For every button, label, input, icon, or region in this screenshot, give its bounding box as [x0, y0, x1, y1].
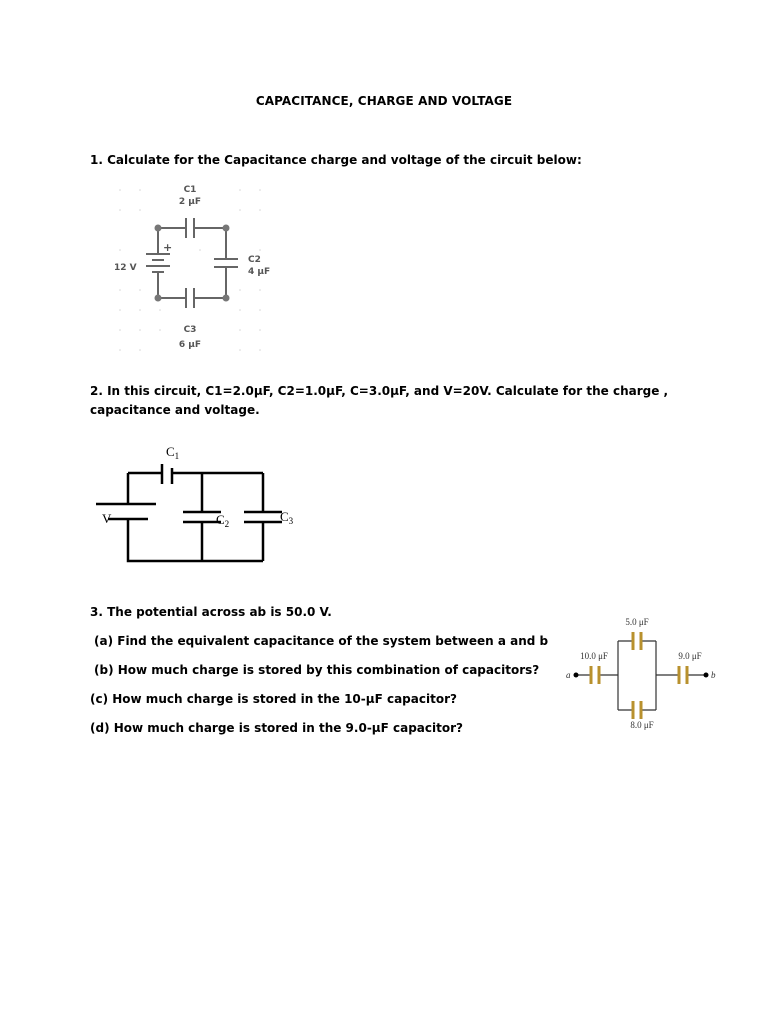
question-3c: (c) How much charge is stored in the 10-μF capacitor? [90, 692, 457, 706]
capacitor-8uf [633, 701, 641, 719]
question-3d: (d) How much charge is stored in the 9.0-μF capacitor? [90, 721, 463, 735]
capacitor-9uf [679, 666, 687, 684]
circuit-1-diagram [110, 180, 270, 360]
bottom-wire [128, 519, 263, 561]
c3-capacitor [244, 512, 282, 522]
question-2-line-1: 2. In this circuit, C1=2.0μF, C2=1.0μF, C=3.0μF, and V=20V. Calculate for the charge , [90, 384, 669, 398]
question-2-text [90, 382, 670, 420]
node-b-label: b [711, 670, 716, 680]
cap-right-label: 9.0 μF [678, 651, 702, 661]
c3-capacitor [186, 288, 194, 308]
page-title: CAPACITANCE, CHARGE AND VOLTAGE [255, 94, 513, 108]
node-a-label: a [566, 670, 571, 680]
battery-symbol [146, 254, 170, 272]
c2-label: $C_2$ [216, 512, 230, 529]
c2-name-label: C2 [248, 255, 261, 265]
node-a-dot [574, 673, 579, 678]
battery-plus-label: + [163, 241, 173, 254]
c2-value-label: 4 μF [248, 267, 270, 277]
c3-label: $C_3$ [280, 509, 294, 526]
circuit-2-diagram [90, 440, 310, 570]
cap-top-label: 5.0 μF [625, 617, 649, 627]
c3-name-label: C3 [183, 325, 197, 335]
c1-name-label: C1 [183, 185, 197, 195]
cap-bottom-label: 8.0 μF [630, 720, 654, 730]
battery-voltage-label: 12 V [114, 263, 137, 273]
node-b-dot [704, 673, 709, 678]
question-1-text: 1. Calculate for the Capacitance charge and voltage of the circuit below: [90, 153, 582, 167]
c3-value-label: 6 μF [178, 340, 202, 350]
c1-label: $C_1$ [166, 444, 180, 461]
capacitor-10uf [591, 666, 599, 684]
c1-capacitor [186, 218, 194, 238]
question-3a: (a) Find the equivalent capacitance of the system between a and b [94, 634, 549, 648]
v-label: V [102, 511, 112, 526]
c2-capacitor [214, 259, 238, 267]
question-2-line-2: capacitance and voltage. [90, 403, 260, 417]
question-3-intro: 3. The potential across ab is 50.0 V. [90, 605, 332, 619]
circuit-3-diagram [560, 610, 730, 735]
parallel-box [618, 641, 656, 710]
c1-wire [128, 473, 263, 512]
capacitor-5uf [633, 632, 641, 650]
question-3b: (b) How much charge is stored by this combination of capacitors? [94, 663, 540, 677]
cap-left-label: 10.0 μF [580, 651, 608, 661]
c1-capacitor [162, 464, 172, 484]
c1-value-label: 2 μF [178, 197, 202, 207]
